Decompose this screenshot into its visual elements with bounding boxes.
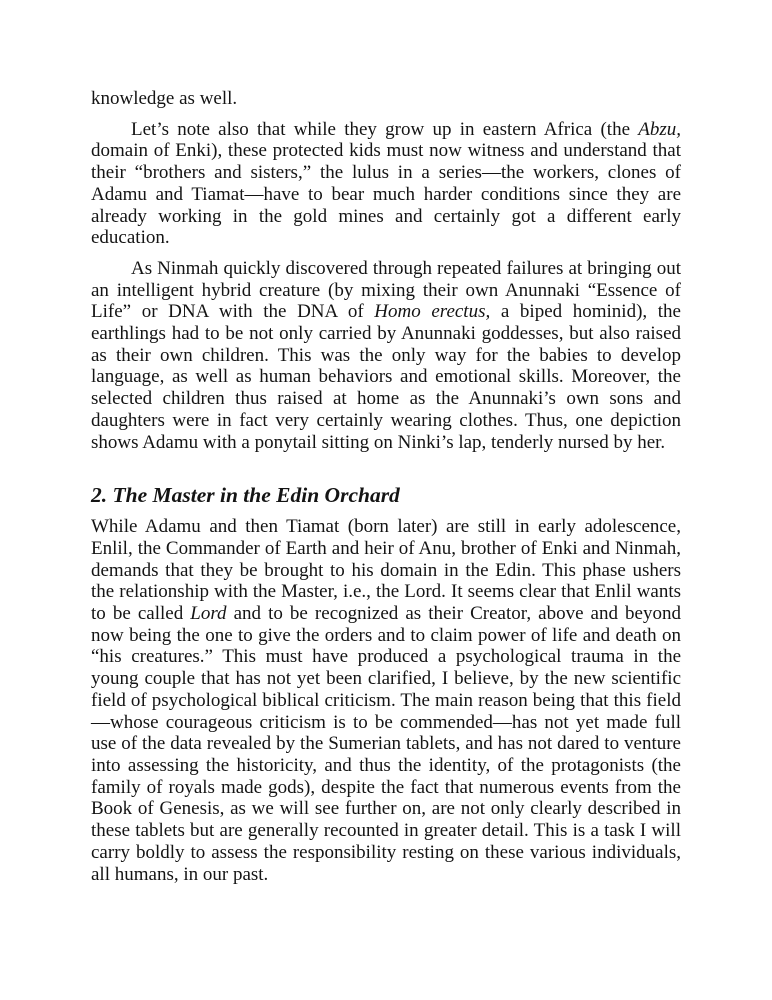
document-page (91, 88, 681, 885)
paragraph-text: Let’s note also that while they grow up in eastern Africa (the (131, 118, 639, 140)
paragraph-text: domain of Enki), these protected kids must now witness and understand that their “brothers and sisters,” the lulus in a series—the workers, clones of Adamu and Tiamat—have to bear much harder conditions since they are already working in the gold mines and certainly got a different early education. (91, 140, 681, 249)
section-heading: 2. The Master in the Edin Orchard (91, 483, 400, 508)
paragraph-text: While Adamu and then Tiamat (born later) are still in early adolescence, Enlil, the Commander of Earth and heir of Anu, brother of Enki and Ninmah, demands that they be brought to his domain in the Edin. This phase ushers the relationship with the Master, i.e., the Lord. It seems clear that Enlil wants to be called (91, 516, 681, 625)
paragraph-ninmah (91, 258, 681, 453)
paragraph-abzu (91, 119, 681, 249)
paragraph-text: knowledge as well. (91, 88, 238, 109)
paragraph-continued (91, 88, 681, 110)
paragraph-text: As Ninmah quickly discovered through repeated failures at bringing out an intelligent hybrid creature (by mixing their own Anunnaki “Essence of Life” or DNA with the DNA of (91, 257, 681, 323)
italic-term: Abzu, (638, 118, 681, 140)
paragraph-text: and to be recognized as their Creator, above and beyond now being the one to give the orders and to claim power of life and death on “his creatures.” This must have produced a psychological trauma in the young couple that has not yet been clarified, I believe, by the new scientific field of psychological biblical criticism. The main reason being that this field —whose courageous criticism is to be commended—has not yet made full use of the data revealed by the Sumerian tablets, and has not dared to venture into assessing the historicity, and thus the identity, of the protagonists (the family of royals made gods), despite the fact that numerous events from the Book of Genesis, as we will see further on, are not only clearly described in these tablets but are generally recounted in greater detail. This is a task I will carry boldly to assess the responsibility resting on these various individuals, all humans, in our past. (91, 603, 681, 885)
italic-term: Lord (190, 603, 227, 625)
italic-term: Homo erectus, (374, 301, 491, 323)
paragraph-master (91, 516, 681, 885)
paragraph-text: a biped hominid), the earthlings had to be not only carried by Anunnaki goddesses, but also raised as their own children. This was the only way for the babies to develop language, as well as human behaviors and emotional skills. Moreover, the selected children thus raised at home as the Anunnaki’s own sons and daughters were in fact very certainly wearing clothes. Thus, one depiction shows Adamu with a ponytail sitting on Ninki’s lap, tenderly nursed by her. (91, 301, 681, 453)
